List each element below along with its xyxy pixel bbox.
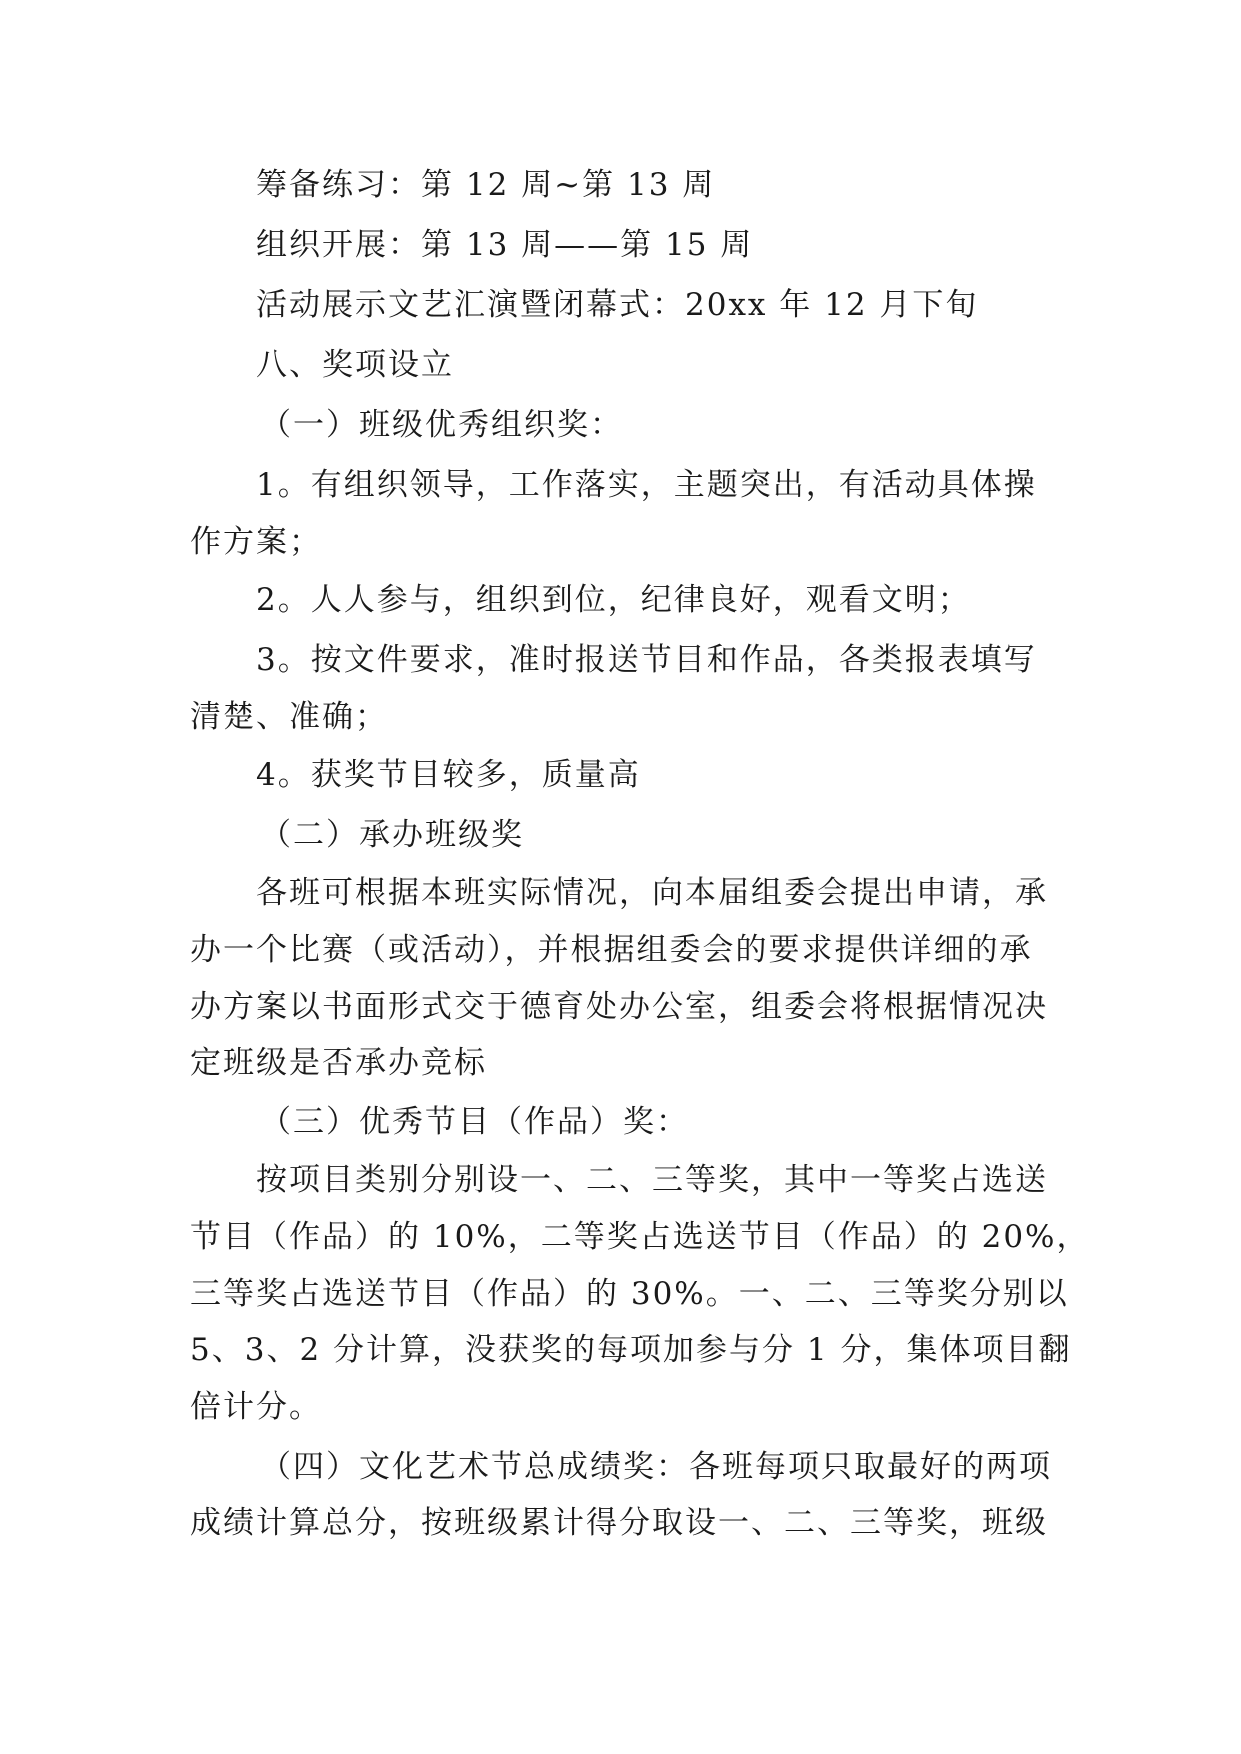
paragraph-line: 办方案以书面形式交于德育处办公室，组委会将根据情况决 [190,989,1048,1025]
paragraph-line: 三等奖占选送节目（作品）的 30%。一、二、三等奖分别以 [190,1276,1069,1312]
paragraph-line: 3。按文件要求，准时报送节目和作品，各类报表填写 [256,642,1037,678]
organize-line: 组织开展：第 13 周——第 15 周 [256,227,754,263]
paragraph-line: 节目（作品）的 10%，二等奖占选送节目（作品）的 20%， [190,1219,1090,1255]
paragraph-line: 4。获奖节目较多，质量高 [256,757,641,793]
paragraph-line: 1。有组织领导，工作落实，主题突出，有活动具体操 [256,467,1037,503]
section-heading: 八、奖项设立 [256,347,454,383]
paragraph-line: 各班可根据本班实际情况，向本届组委会提出申请，承 [256,875,1048,911]
prep-practice-line: 筹备练习：第 12 周~第 13 周 [256,167,716,203]
subheading-2: （二）承办班级奖 [260,817,524,853]
subheading-3: （三）优秀节目（作品）奖： [260,1104,689,1140]
paragraph-line: 定班级是否承办竞标 [190,1045,487,1081]
paragraph-line: 作方案； [190,524,322,560]
paragraph-line: （四）文化艺术节总成绩奖：各班每项只取最好的两项 [260,1449,1052,1485]
paragraph-line: 办一个比赛（或活动），并根据组委会的要求提供详细的承 [190,932,1033,968]
paragraph-line: 清楚、准确； [190,699,388,735]
subheading-1: （一）班级优秀组织奖： [260,407,623,443]
paragraph-line: 成绩计算总分，按班级累计得分取设一、二、三等奖，班级 [190,1505,1048,1541]
paragraph-line: 2。人人参与，组织到位，纪律良好，观看文明； [256,582,971,618]
paragraph-line: 5、3、2 分计算，没获奖的每项加参与分 1 分，集体项目翻 [190,1332,1072,1368]
closing-ceremony-line: 活动展示文艺汇演暨闭幕式：20xx 年 12 月下旬 [256,287,979,323]
paragraph-line: 按项目类别分别设一、二、三等奖，其中一等奖占选送 [256,1162,1048,1198]
paragraph-line: 倍计分。 [190,1389,322,1425]
